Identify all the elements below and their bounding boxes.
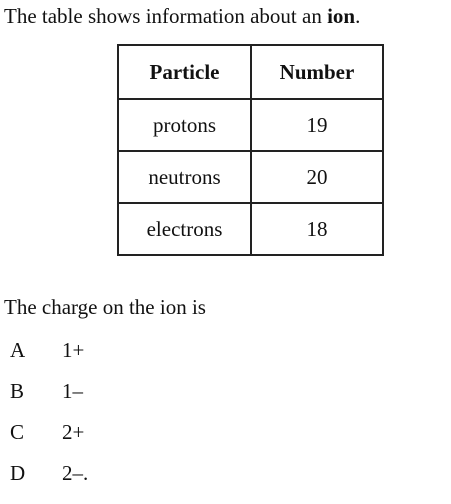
intro-bold-word: ion xyxy=(327,4,356,28)
option-text: 1– xyxy=(62,379,83,403)
option-letter: D xyxy=(10,461,26,485)
cell-number: 18 xyxy=(251,203,383,255)
cell-particle: protons xyxy=(118,99,251,151)
header-particle: Particle xyxy=(118,45,251,99)
intro-text xyxy=(4,2,360,30)
table-header-row xyxy=(118,45,383,99)
question-text: The charge on the ion is xyxy=(4,295,206,319)
option-letter: C xyxy=(10,420,25,444)
option-text: 2–. xyxy=(62,461,89,485)
intro-prefix: The table shows information about an xyxy=(4,4,328,28)
option-text: 2+ xyxy=(62,420,85,444)
cell-number: 19 xyxy=(251,99,383,151)
table-row xyxy=(118,203,383,255)
cell-particle: electrons xyxy=(118,203,251,255)
particle-table xyxy=(117,44,384,256)
answer-option[interactable] xyxy=(10,377,88,418)
intro-suffix: . xyxy=(355,4,361,28)
header-number: Number xyxy=(251,45,383,99)
option-text: 1+ xyxy=(62,338,85,362)
answer-option[interactable] xyxy=(10,418,88,459)
table-row xyxy=(118,151,383,203)
answer-option[interactable] xyxy=(10,459,88,500)
option-letter: A xyxy=(10,338,26,362)
option-letter: B xyxy=(10,379,25,403)
answer-option[interactable] xyxy=(10,336,88,377)
cell-number: 20 xyxy=(251,151,383,203)
cell-particle: neutrons xyxy=(118,151,251,203)
table-row xyxy=(118,99,383,151)
answer-options xyxy=(10,336,88,500)
